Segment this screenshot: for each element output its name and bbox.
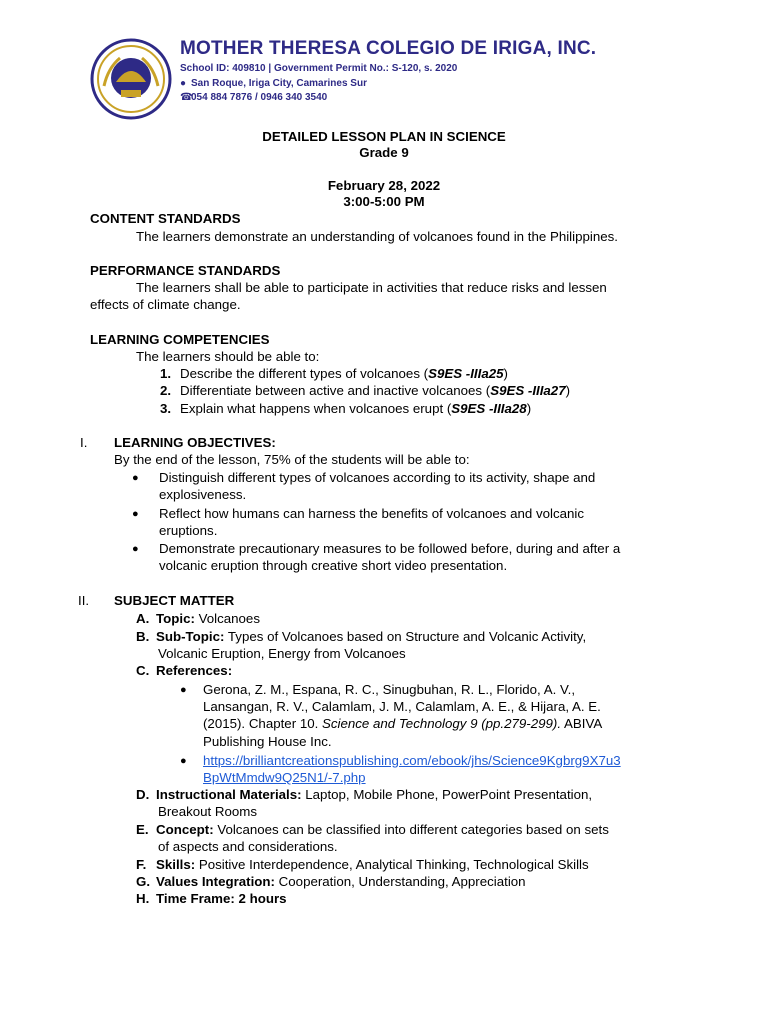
doc-title: DETAILED LESSON PLAN IN SCIENCE	[262, 129, 506, 144]
lesson-date: February 28, 2022	[327, 178, 441, 193]
school-phone	[180, 92, 327, 103]
values-integration-item: G. Values Integration: Cooperation, Understanding, Appreciation	[136, 874, 526, 889]
bullet-icon: ●	[132, 508, 139, 520]
learning-competencies-intro: The learners should be able to:	[136, 349, 320, 364]
skills-item: F. Skills: Positive Interdependence, Analytical Thinking, Technological Skills	[136, 857, 589, 872]
bullet-icon: ●	[132, 472, 139, 484]
objective-line: eruptions.	[159, 523, 218, 538]
phone-text: 054 884 7876 / 0946 340 3540	[191, 92, 328, 103]
time-frame-item: H. Time Frame: 2 hours	[136, 891, 287, 906]
content-standards-text: The learners demonstrate an understanding of volcanoes found in the Philippines.	[136, 229, 618, 244]
lesson-time: 3:00-5:00 PM	[343, 194, 425, 209]
location-pin-icon: ●	[180, 78, 187, 89]
objective-line: explosiveness.	[159, 487, 247, 502]
concept-line2: of aspects and considerations.	[158, 839, 338, 854]
concept-item: E. Concept: Volcanoes can be classified into different categories based on sets	[136, 822, 609, 837]
subtopic-line2: Volcanic Eruption, Energy from Volcanoes	[158, 646, 406, 661]
objective-line: Distinguish different types of volcanoes according to its activity, shape and	[159, 470, 596, 485]
reference-link[interactable]: https://brilliantcreationspublishing.com/ebook/jhs/Science9Kgbrg9X7u3	[203, 753, 621, 768]
instructional-materials-line2: Breakout Rooms	[158, 804, 258, 819]
grade-level: Grade 9	[359, 145, 409, 160]
learning-competencies-heading: LEARNING COMPETENCIES	[90, 332, 270, 347]
phone-icon: ☎	[180, 92, 193, 103]
school-address	[180, 78, 367, 89]
learning-objectives-heading: LEARNING OBJECTIVES:	[114, 435, 276, 450]
reference-line: Publishing House Inc.	[203, 734, 332, 749]
instructional-materials-item: D. Instructional Materials: Laptop, Mobile Phone, PowerPoint Presentation,	[136, 787, 593, 802]
performance-standards-line2: effects of climate change.	[90, 297, 241, 312]
reference-link[interactable]: BpWtMmdw9Q25N1/-7.php	[203, 770, 366, 785]
performance-standards-line1: The learners shall be able to participate in activities that reduce risks and lessen	[136, 280, 607, 295]
competency-code: S9ES -IIIa25	[428, 366, 504, 381]
reference-line: (2015). Chapter 10. Science and Technology 9 (pp.279-299). ABIVA	[203, 716, 603, 731]
topic-item: A. Topic: Volcanoes	[136, 611, 260, 626]
school-id-line: School ID: 409810 | Government Permit No.: S-120, s. 2020	[180, 63, 458, 74]
school-name: MOTHER THERESA COLEGIO DE IRIGA, INC.	[180, 38, 597, 59]
section-number: I.	[80, 435, 88, 450]
bullet-icon: ●	[180, 684, 187, 696]
bullet-icon: ●	[180, 755, 187, 767]
address-text: San Roque, Iriga City, Camarines Sur	[191, 78, 367, 89]
bullet-icon: ●	[132, 543, 139, 555]
school-logo	[90, 38, 172, 120]
competency-code: S9ES -IIIa27	[490, 383, 566, 398]
section-number: II.	[78, 593, 90, 608]
competency-code: S9ES -IIIa28	[451, 401, 527, 416]
competency-item: 2. Differentiate between active and inactive volcanoes (S9ES -IIIa27)	[160, 383, 571, 398]
objective-line: Reflect how humans can harness the benefits of volcanoes and volcanic	[159, 506, 585, 521]
learning-objectives-intro: By the end of the lesson, 75% of the students will be able to:	[114, 452, 470, 467]
reference-line: Lansangan, R. V., Calamlam, J. M., Calamlam, A. E., & Hijara, A. E.	[203, 699, 601, 714]
performance-standards-heading: PERFORMANCE STANDARDS	[90, 263, 281, 278]
reference-line: Gerona, Z. M., Espana, R. C., Sinugbuhan, R. L., Florido, A. V.,	[203, 682, 576, 697]
content-standards-heading: CONTENT STANDARDS	[90, 211, 241, 226]
competency-item: 3. Explain what happens when volcanoes erupt (S9ES -IIIa28)	[160, 401, 532, 416]
competency-item: 1. Describe the different types of volcanoes (S9ES -IIIa25)	[160, 366, 508, 381]
subject-matter-heading: SUBJECT MATTER	[114, 593, 235, 608]
objective-line: volcanic eruption through creative short video presentation.	[159, 558, 508, 573]
book-title: Science and Technology 9 (pp.279-299).	[322, 716, 562, 731]
objective-line: Demonstrate precautionary measures to be followed before, during and after a	[159, 541, 621, 556]
subtopic-item: B. Sub-Topic: Types of Volcanoes based on Structure and Volcanic Activity,	[136, 629, 587, 644]
references-item: C. References:	[136, 663, 233, 678]
